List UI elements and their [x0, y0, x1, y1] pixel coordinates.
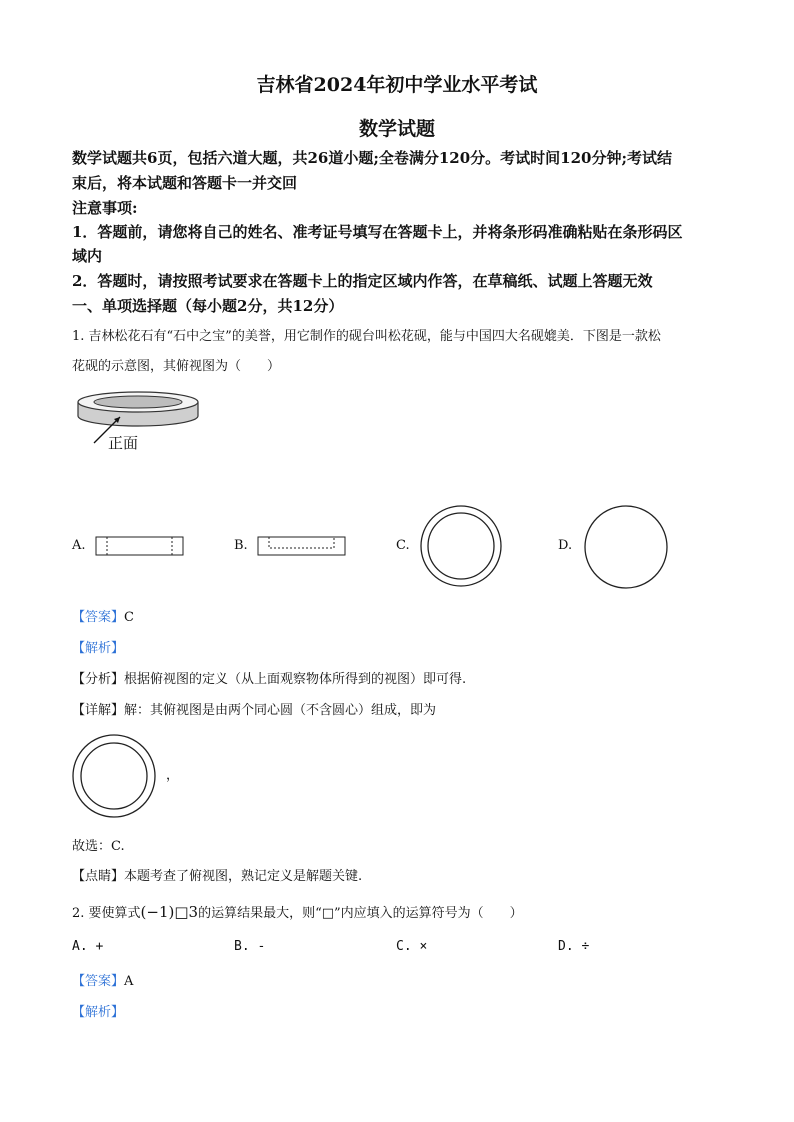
xiangjie-tag: 【详解】: [72, 703, 125, 718]
analysis-tag: 【解析】: [72, 641, 125, 656]
q1-option-d-figure: [584, 505, 674, 595]
dianjing-tag: 【点睛】: [72, 869, 125, 884]
q2-answer: [72, 970, 133, 989]
fenxi-text: 根据俯视图的定义（从上面观察物体所得到的视图）即可得.: [124, 672, 467, 687]
q1-analysis: [72, 637, 124, 656]
q2-option-c-label: C.: [396, 939, 412, 954]
q1-fenxi: [72, 668, 466, 687]
q1-option-b-figure: [257, 536, 347, 558]
q1-option-a-figure: [95, 536, 185, 558]
q2-option-a-text: +: [95, 939, 104, 954]
q2-option-c-text: ×: [419, 939, 428, 954]
q1-comma: ，: [166, 768, 180, 783]
xiangjie-text: 解：其俯视图是由两个同心圆（不含圆心）组成，即为: [124, 703, 437, 718]
q1-option-b-label: B.: [234, 538, 248, 553]
q1-answer: [72, 606, 134, 625]
q1-conclusion: 故选：C.: [72, 839, 125, 854]
q2-option-a: [72, 939, 103, 954]
q2-stem-prefix: 2. 要使算式: [72, 906, 141, 921]
q2-option-a-label: A.: [72, 939, 88, 954]
q1-option-c-label: C.: [396, 538, 410, 553]
notice-heading: 注意事项:: [72, 199, 138, 217]
q2-answer-tag: 【答案】: [72, 974, 125, 989]
notice-1-line-2: 域内: [72, 247, 103, 265]
q1-stem-line-2: 花砚的示意图，其俯视图为（ ）: [72, 359, 281, 374]
q2-expression: (−1)□3: [140, 903, 199, 921]
exam-subtitle: 数学试题: [358, 118, 435, 140]
exam-title: 吉林省2024年初中学业水平考试: [256, 74, 538, 96]
q1-xiangjie: [72, 699, 436, 718]
q2-option-c: [396, 939, 427, 954]
front-label: 正面: [108, 434, 139, 452]
intro-line-1: 数学试题共6页，包括六道大题，共26道小题;全卷满分120分。考试时间120分钟;考试结: [72, 149, 673, 167]
q2-option-b-label: B.: [234, 939, 250, 954]
intro-line-2: 束后，将本试题和答题卡一并交回: [72, 174, 298, 192]
inkstone-figure: [70, 388, 210, 448]
notice-2: 2．答题时，请按照考试要求在答题卡上的指定区域内作答，在草稿纸、试题上答题无效: [72, 272, 653, 290]
q2-analysis: [72, 1001, 124, 1020]
q1-option-a-label: A.: [72, 538, 86, 553]
q1-option-d-label: D.: [558, 538, 573, 553]
fenxi-tag: 【分析】: [72, 672, 125, 687]
dianjing-text: 本题考查了俯视图，熟记定义是解题关键.: [124, 869, 363, 884]
q2-option-d: [558, 939, 589, 954]
q2-option-d-text: ÷: [581, 939, 590, 954]
q1-stem-line-1: 1. 吉林松花石有“石中之宝”的美誉，用它制作的砚台叫松花砚，能与中国四大名砚媲美．下图是一款松: [72, 329, 661, 344]
q2-stem: [72, 902, 523, 921]
answer-value: C: [124, 610, 134, 625]
notice-1-line-1: 1．答题前，请您将自己的姓名、准考证号填写在答题卡上，并将条形码准确粘贴在条形码区: [72, 223, 683, 241]
q1-dianjing: [72, 865, 362, 884]
q2-option-d-label: D.: [558, 939, 574, 954]
q1-option-c-figure: [420, 502, 510, 592]
q2-option-b-text: -: [257, 939, 266, 954]
q2-option-b: [234, 939, 265, 954]
q2-analysis-tag: 【解析】: [72, 1005, 125, 1020]
answer-tag: 【答案】: [72, 610, 125, 625]
q1-solution-figure: [72, 734, 162, 824]
section-1-heading: 一、单项选择题（每小题2分，共12分）: [72, 297, 344, 315]
q2-stem-suffix: 的运算结果最大，则“□”内应填入的运算符号为（ ）: [198, 906, 523, 921]
q2-answer-value: A: [124, 974, 134, 989]
